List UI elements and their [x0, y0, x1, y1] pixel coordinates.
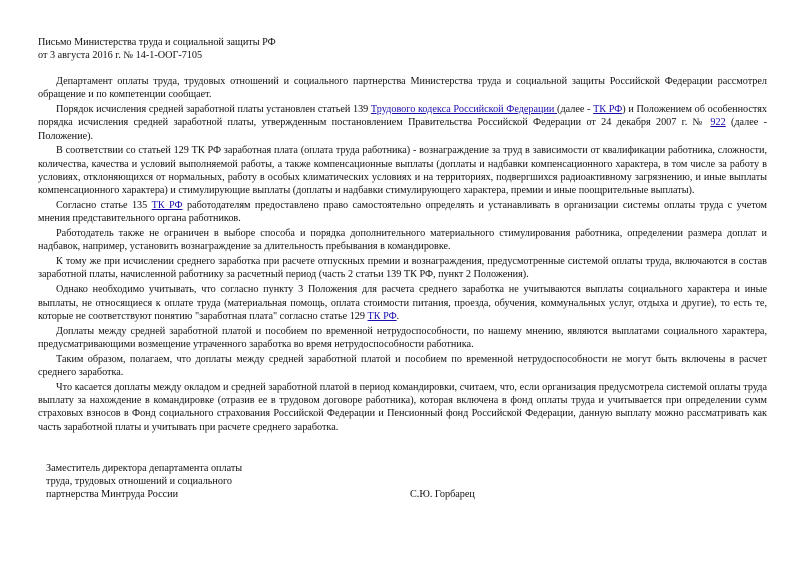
- paragraph-2-text-b: (далее -: [557, 104, 594, 116]
- document-page: [38, 36, 767, 435]
- signatory-position-line-1: Заместитель директора департамента оплаты: [46, 463, 243, 474]
- paragraph-2: [38, 103, 767, 143]
- paragraph-7: [38, 283, 767, 323]
- tk-rf-link[interactable]: ТК РФ: [367, 310, 397, 322]
- paragraph-9: Таким образом, полагаем, что доплаты между средней заработной платой и пособием по временной нетрудоспособности не могут быть включены в расчет среднего заработка.: [38, 353, 767, 378]
- paragraph-7-text-a: Однако необходимо учитывать, что согласно пункту 3 Положения для расчета среднего заработка не учитываются выплаты социального характера и иные выплаты, не относящиеся к оплате труда (материальная помощь, оплата стоимости питания, проезда, обучения, коммунальных услуг, отдыха и другие), то есть те, которые не соответствуют понятию "заработная плата" согласно статье 129: [38, 284, 767, 322]
- paragraph-6: К тому же при исчислении среднего заработка при расчете отпускных премии и вознаграждения, предусмотренные системой оплаты труда, включаются в состав заработной платы, начисленной работнику за расчетный период (часть 2 статьи 139 ТК РФ, пункт 2 Положения).: [38, 256, 767, 281]
- paragraph-10: Что касается доплаты между окладом и средней заработной платой в период командировки, считаем, что, если организация предусмотрела системой оплаты труда выплату за нахождение в командировке (отразив ее в трудовом договоре работника), которая включена в фонд оплаты труда и учитывается при определении сумм страховых взносов в Фонд социального страхования Российской Федерации и Пенсионный фонд Российской Федерации, данную выплату можно рассматривать как часть заработной платы и учитывать при расчете среднего заработка.: [38, 381, 767, 433]
- paragraph-4-text-a: Согласно статье 135: [56, 200, 152, 212]
- paragraph-4-text-b: работодателям предоставлено право самостоятельно определять и устанавливать в организации системы оплаты труда с учетом мнения представительного органа работников.: [38, 200, 767, 225]
- signatory-name: С.Ю. Горбарец: [410, 489, 475, 500]
- tk-rf-link[interactable]: ТК РФ: [593, 104, 623, 116]
- document-date-number: от 3 августа 2016 г. № 14-1-ООГ-7105: [38, 50, 203, 61]
- signatory-position-line-3: партнерства Минтруда России: [46, 489, 179, 500]
- paragraph-3: В соответствии со статьей 129 ТК РФ заработная плата (оплата труда работника) - вознаграждение за труд в зависимости от квалификации работника, сложности, количества, качества и условий выполняемой работы, а также компенсационные выплаты (доплаты и надбавки компенсационного характера, в том числе за работу в условиях, отклоняющихся от нормальных, работу в особых климатических условиях и на территориях, подвергшихся радиоактивному загрязнению, и иные выплаты компенсационного характера) и стимулирующие выплаты (доплаты и надбавки стимулирующего характера, премии и иные поощрительные выплаты).: [38, 145, 767, 197]
- paragraph-1: Департамент оплаты труда, трудовых отношений и социального партнерства Министерства труда и социальной защиты Российской Федерации рассмотрел обращение и по компетенции сообщает.: [38, 76, 767, 101]
- paragraph-7-text-b: .: [396, 310, 400, 322]
- paragraph-2-text-a: Порядок исчисления средней заработной платы установлен статьей 139: [56, 104, 371, 116]
- resolution-922-link[interactable]: 922: [710, 117, 726, 129]
- labor-code-link[interactable]: Трудового кодекса Российской Федерации: [370, 104, 558, 116]
- signatory-position-line-2: труда, трудовых отношений и социального: [46, 476, 232, 487]
- tk-rf-link[interactable]: ТК РФ: [151, 200, 183, 212]
- signature-block: [46, 462, 506, 501]
- document-title: Письмо Министерства труда и социальной защиты РФ: [38, 37, 276, 48]
- document-body: [38, 75, 767, 434]
- paragraph-4: [38, 199, 767, 226]
- paragraph-2-text-c: ) и Положением об особенностях порядка исчисления средней заработной платы, утвержденным постановлением Правительства Российской Федерации от 24 декабря 2007 г. №: [38, 104, 767, 129]
- paragraph-8: Доплаты между средней заработной платой и пособием по временной нетрудоспособности, по нашему мнению, являются выплатами социального характера, предусматривающими возмещение утраченного заработка во время нетрудоспособности работника.: [38, 325, 767, 350]
- paragraph-2-text-d: (далее - Положение).: [38, 117, 767, 142]
- paragraph-5: Работодатель также не ограничен в выборе способа и порядка дополнительного материального стимулирования работника, определении размера доплат и надбавок, например, установить вознаграждение за длительность пребывания в командировке.: [38, 228, 767, 253]
